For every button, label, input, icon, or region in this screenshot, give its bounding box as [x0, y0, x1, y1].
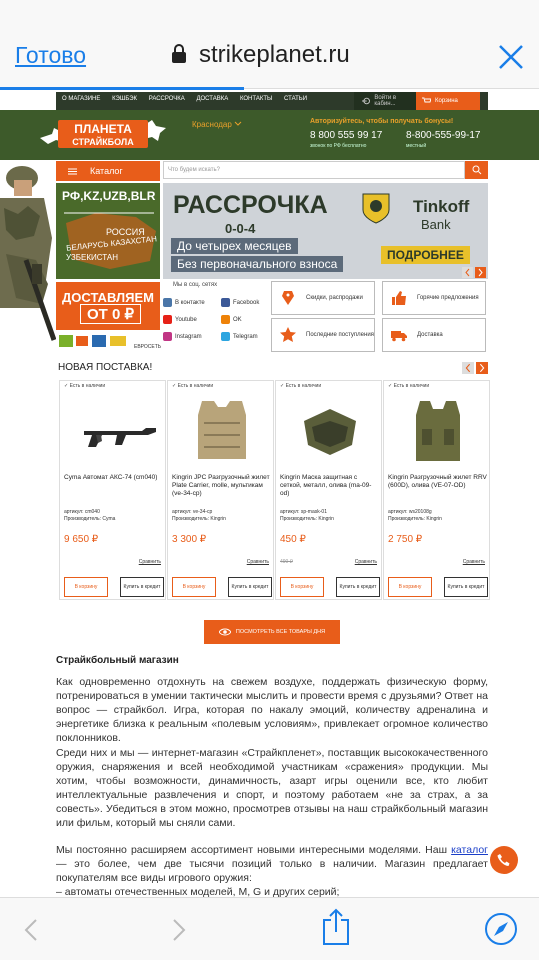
article-paragraph: Мы постоянно расширяем ассортимент новыми интересными моделями. Наш каталог — это более, чем две тысячи позиций только в наличии. Магазин предлагает покупателям все виды игрового оружия:: [56, 844, 488, 884]
vk-icon: [163, 298, 172, 307]
menu-icon: [68, 168, 77, 175]
credit-title: РАССРОЧКА: [173, 191, 328, 219]
product-name[interactable]: Kingrin JPC Разгрузочный жилет Plate Carrier, molle, мультикам (ve-34-cp): [172, 474, 270, 497]
credit-subtitle: 0-0-4: [225, 221, 256, 236]
login-label: Войти в кабин...: [374, 95, 397, 107]
social-label: OK: [233, 316, 242, 323]
product-article: артикул: ws20108g: [388, 509, 432, 515]
article-list-item: – автоматы отечественных моделей, М, G и других серий;: [56, 886, 340, 897]
share-icon[interactable]: [322, 908, 350, 946]
tinkoff-emblem-icon: [359, 191, 393, 225]
countries-banner[interactable]: [56, 183, 160, 279]
social-label: Telegram: [233, 333, 258, 340]
youtube-icon: [163, 315, 172, 324]
product-manufacturer: Производитель: Cyma: [64, 516, 116, 522]
social-youtube[interactable]: [163, 315, 197, 324]
site-header: [0, 110, 539, 160]
call-button[interactable]: [490, 846, 518, 874]
product-image: [390, 393, 486, 468]
account-area: [354, 92, 480, 110]
tile-label: Последние поступления: [306, 332, 374, 338]
forward-icon[interactable]: [172, 918, 186, 942]
tile-discounts[interactable]: [271, 281, 375, 315]
cart-icon: [422, 97, 431, 105]
search-button[interactable]: [465, 161, 488, 179]
add-to-cart-button[interactable]: В корзину: [172, 577, 216, 597]
logo-text-1: ПЛАНЕТА: [74, 122, 132, 136]
compare-link[interactable]: Сравнить: [462, 559, 485, 565]
delivery-line2: ОТ 0 ₽: [80, 304, 141, 324]
product-article: артикул: sp-mask-01: [280, 509, 327, 515]
browser-top-bar: [0, 0, 539, 89]
product-card[interactable]: [59, 380, 166, 600]
product-article: артикул: ve-34-cp: [172, 509, 213, 515]
tile-hot-offers[interactable]: [382, 281, 486, 315]
close-icon[interactable]: [498, 44, 524, 70]
social-label: Instagram: [175, 333, 202, 340]
soldier-image: [0, 164, 56, 364]
logo-text-2: СТРАЙКБОЛА: [72, 137, 134, 147]
add-to-cart-button[interactable]: В корзину: [388, 577, 432, 597]
site-logo[interactable]: [38, 112, 168, 156]
social-label: В контакте: [175, 299, 205, 306]
facebook-icon: [221, 298, 230, 307]
ok-icon: [221, 315, 230, 324]
product-old-price: 490 ₽: [280, 559, 293, 565]
phone-2-note: местный: [406, 143, 427, 149]
nav-link[interactable]: РАССРОЧКА: [148, 96, 185, 102]
star-icon: [280, 327, 296, 343]
lock-icon: [171, 44, 187, 64]
slider-next-icon[interactable]: [475, 267, 486, 278]
bank-word: Bank: [421, 217, 451, 232]
site-nav: [56, 92, 488, 110]
delivery-banner[interactable]: [56, 282, 160, 352]
instagram-icon: [163, 332, 172, 341]
stock-status: ✓ Есть в наличии: [388, 383, 430, 389]
slider-prev-icon[interactable]: [462, 267, 473, 278]
product-price: 2 750 ₽: [388, 534, 423, 545]
phone-icon: [497, 853, 511, 867]
countries-line4: УЗБЕКИСТАН: [66, 253, 118, 262]
city-label: Краснодар: [192, 120, 232, 129]
show-all-label: ПОСМОТРЕТЬ ВСЕ ТОВАРЫ ДНЯ: [235, 629, 326, 635]
nav-link[interactable]: КОНТАКТЫ: [239, 96, 273, 102]
chevron-down-icon: [234, 121, 242, 127]
arrivals-prev-icon[interactable]: [462, 362, 474, 374]
product-article: артикул: cm040: [64, 509, 100, 515]
section-title: НОВАЯ ПОСТАВКА!: [58, 362, 153, 373]
social-label: Youtube: [175, 316, 197, 323]
product-price: 450 ₽: [280, 534, 306, 545]
done-button[interactable]: Готово: [15, 42, 87, 68]
stock-status: ✓ Есть в наличии: [280, 383, 322, 389]
social-telegram[interactable]: [221, 332, 258, 341]
browser-bottom-bar: [0, 897, 539, 960]
countries-line1: РФ,KZ,UZB,BLR: [62, 189, 156, 203]
buy-on-credit-button[interactable]: Купить в кредит: [120, 577, 164, 597]
buy-on-credit-button[interactable]: Купить в кредит: [444, 577, 488, 597]
add-to-cart-button[interactable]: В корзину: [280, 577, 324, 597]
article-paragraph: Как одновременно отдохнуть на свежем воздухе, поддержать физическую форму, потренироваться в умении тактически мыслить и провести время с друзьями? Ответ на вопрос — страйкбол. Игра, которая по накалу эмоций, количеству адреналина и энергетике близка к реальным «полевым условиям», привлекает огромное количество поклонников.: [56, 676, 488, 744]
article-heading: Страйкбольный магазин: [56, 655, 179, 666]
login-button[interactable]: [354, 92, 416, 110]
social-facebook[interactable]: [221, 298, 259, 307]
telegram-icon: [221, 332, 230, 341]
phone-1-note: звонок по РФ бесплатно: [310, 143, 367, 149]
social-title: Мы в соц. сетях: [173, 282, 218, 288]
product-name[interactable]: Kingrin Маска защитная с сеткой, металл, олива (ma-09-od): [280, 474, 372, 497]
cart-label: Корзина: [435, 98, 458, 104]
catalog-link[interactable]: каталог: [451, 844, 488, 856]
product-card[interactable]: [383, 380, 490, 600]
tile-label: Доставка: [417, 332, 443, 338]
cart-button[interactable]: [416, 92, 480, 110]
catalog-label: Каталог: [90, 166, 123, 176]
product-name[interactable]: Kingrin Разгрузочный жилет RRV (600D), олива (VE-07-OD): [388, 474, 487, 489]
nav-link[interactable]: КЭШБЭК: [112, 96, 138, 102]
compass-icon[interactable]: [484, 912, 518, 946]
phone-1[interactable]: 8 800 555 99 17: [310, 130, 383, 141]
social-vk[interactable]: [163, 298, 205, 307]
compare-link[interactable]: Сравнить: [246, 559, 269, 565]
tile-new-arrivals[interactable]: [271, 318, 375, 352]
truck-icon: [391, 327, 407, 343]
stock-status: ✓ Есть в наличии: [64, 383, 106, 389]
product-manufacturer: Производитель: Kingrin: [280, 516, 334, 522]
eye-icon: [219, 628, 231, 636]
nav-links: [62, 96, 317, 102]
buy-on-credit-button[interactable]: Купить в кредит: [228, 577, 272, 597]
add-to-cart-button[interactable]: В корзину: [64, 577, 108, 597]
nav-link[interactable]: СТАТЬИ: [284, 96, 308, 102]
product-image: [66, 393, 162, 468]
product-card[interactable]: [275, 380, 382, 600]
back-icon[interactable]: [24, 918, 38, 942]
catalog-button[interactable]: [56, 161, 160, 181]
city-selector[interactable]: [192, 120, 242, 129]
phone-2[interactable]: 8-800-555-99-17: [406, 130, 481, 141]
product-price: 3 300 ₽: [172, 534, 207, 545]
tile-label: Скидки, распродажи: [306, 295, 363, 301]
search-icon: [472, 165, 482, 175]
delivery-note: ЕВРОСЕТЬ: [134, 344, 162, 350]
product-image: [174, 393, 270, 468]
thumbs-up-icon: [391, 290, 407, 306]
search-input[interactable]: Что будем искать?: [163, 161, 465, 179]
product-name[interactable]: Cyma Автомат АКС-74 (cm040): [64, 474, 158, 481]
more-button[interactable]: ПОДРОБНЕЕ: [381, 246, 470, 264]
bank-name: Tinkoff: [413, 197, 470, 216]
article-paragraph: Среди них и мы — интернет-магазин «Страйкпленет», поставщик высококачественного оружия, снаряжения и всей необходимой участникам «сражения» продукции. Мы хотим, чтобы возможности, динамичность, азарт игры оценили все, кто любит интеллектуальные развлечения и спорт, и поэтому работаем «не за страх, а за совесть». Убедиться в этом можно, просмотрев отзывы на наш страйкбольный магазин или фильм, который мы сняли сами.: [56, 747, 488, 829]
tile-delivery[interactable]: [382, 318, 486, 352]
buy-on-credit-button[interactable]: Купить в кредит: [336, 577, 380, 597]
url-text[interactable]: strikeplanet.ru: [199, 41, 350, 68]
login-icon: [362, 97, 370, 105]
countries-line3: БЕЛАРУСЬ КАЗАХСТАН: [65, 234, 158, 253]
compare-link[interactable]: Сравнить: [138, 559, 161, 565]
social-block: [163, 282, 270, 352]
tile-label: Горячие предложения: [417, 295, 479, 301]
product-manufacturer: Производитель: Kingrin: [172, 516, 226, 522]
social-label: Facebook: [233, 299, 260, 306]
social-instagram[interactable]: [163, 332, 202, 341]
nav-link[interactable]: О МАГАЗИНЕ: [62, 96, 101, 102]
countries-line2: РОССИЯ: [106, 227, 145, 237]
bonus-link[interactable]: Авторизуйтесь, чтобы получать бонусы!: [310, 118, 454, 125]
stock-status: ✓ Есть в наличии: [172, 383, 214, 389]
delivery-line1: ДОСТАВЛЯЕМ: [62, 290, 154, 305]
social-ok[interactable]: [221, 315, 242, 324]
page-load-progress: [0, 87, 244, 90]
product-image: [282, 393, 378, 468]
compare-link[interactable]: Сравнить: [354, 559, 377, 565]
tag-icon: [280, 290, 296, 306]
credit-banner[interactable]: [163, 183, 488, 279]
nav-link[interactable]: ДОСТАВКА: [196, 96, 229, 102]
credit-line2: Без первоначального взноса: [171, 256, 343, 272]
product-manufacturer: Производитель: Kingrin: [388, 516, 442, 522]
credit-line1: До четырех месяцев: [171, 238, 298, 254]
product-price: 9 650 ₽: [64, 534, 99, 545]
arrivals-next-icon[interactable]: [476, 362, 488, 374]
product-card[interactable]: [167, 380, 274, 600]
show-all-button[interactable]: [204, 620, 340, 644]
